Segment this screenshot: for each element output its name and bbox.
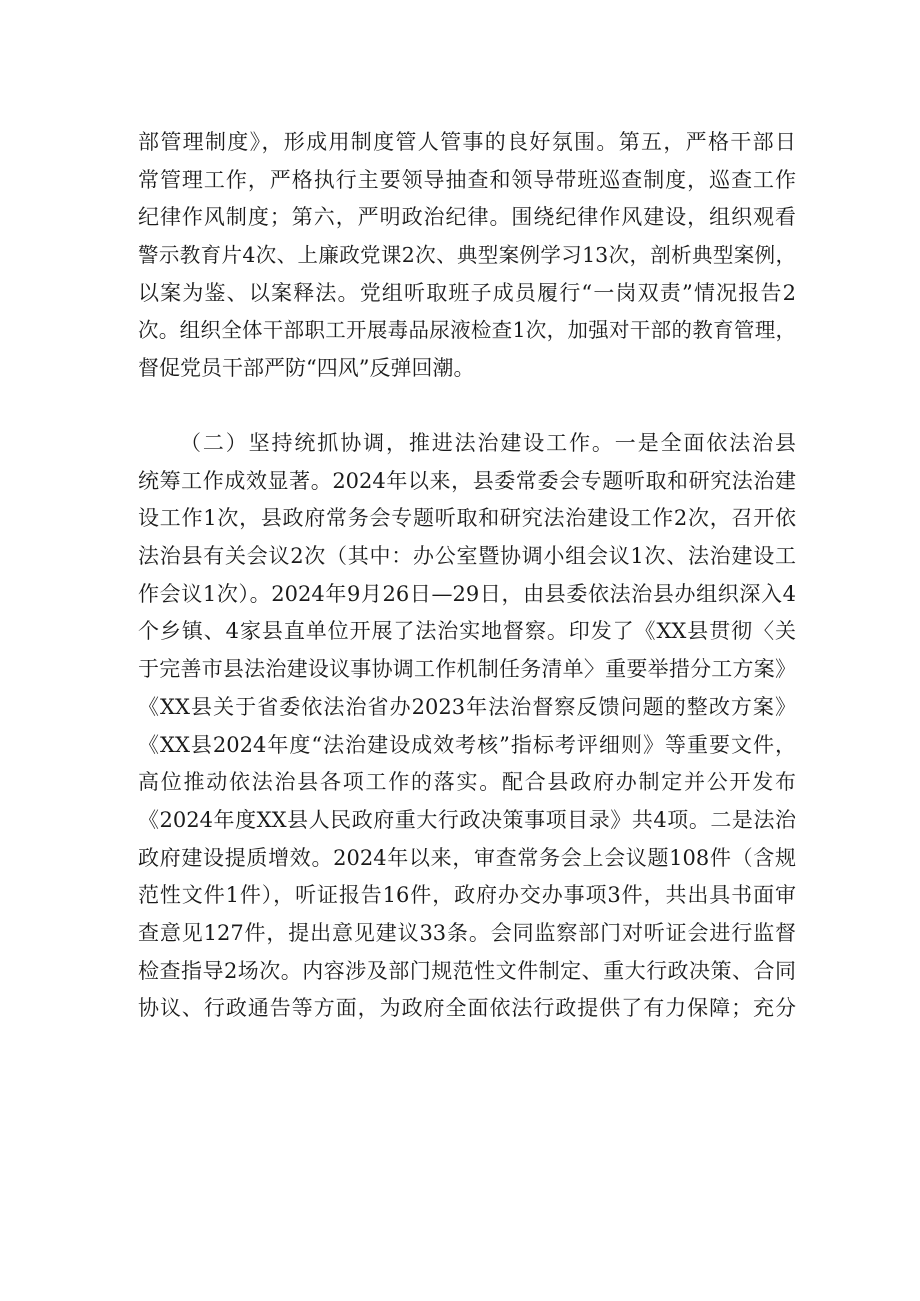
text-line: 《XX县2024年度“法治建设成效考核”指标考评细则》等重要文件， bbox=[138, 732, 796, 757]
text-line: 警示教育片4次、上廉政党课2次、典型案例学习13次，剖析典型案例， bbox=[138, 243, 796, 268]
text-line: 部管理制度》，形成用制度管人管事的良好氛围。第五，严格干部日 bbox=[138, 130, 796, 154]
text-line: 统筹工作成效显著。2024年以来，县委常委会专题听取和研究法治建 bbox=[138, 468, 796, 493]
paragraph-rule-of-law bbox=[138, 425, 796, 1028]
text-line: 协议、行政通告等方面，为政府全面依法行政提供了有力保障；充分 bbox=[138, 996, 796, 1021]
text-line: 以案为鉴、以案释法。党组听取班子成员履行“一岗双责”情况报告2 bbox=[138, 280, 796, 305]
text-line: 《2024年度XX县人民政府重大行政决策事项目录》共4项。二是法治 bbox=[138, 807, 796, 832]
text-line: 纪律作风制度；第六，严明政治纪律。围绕纪律作风建设，组织观看 bbox=[138, 205, 796, 230]
text-line: 范性文件1件），听证报告16件，政府办交办事项3件，共出具书面审 bbox=[138, 883, 796, 908]
text-line: 高位推动依法治县各项工作的落实。配合县政府办制定并公开发布 bbox=[138, 770, 796, 795]
text-line: 政府建设提质增效。2024年以来，审查常务会上会议题108件（含规 bbox=[138, 845, 796, 870]
text-line: 个乡镇、4家县直单位开展了法治实地督察。印发了《XX县贯彻〈关 bbox=[138, 619, 796, 644]
text-line: 次。组织全体干部职工开展毒品尿液检查1次，加强对干部的教育管理， bbox=[138, 318, 796, 343]
paragraph-discipline bbox=[138, 124, 796, 388]
text-line: 设工作1次，县政府常务会专题听取和研究法治建设工作2次，召开依 bbox=[138, 506, 796, 531]
text-line: 法治县有关会议2次（其中：办公室暨协调小组会议1次、法治建设工 bbox=[138, 544, 796, 569]
text-line: 督促党员干部严防“四风”反弹回潮。 bbox=[138, 356, 475, 381]
text-line: 于完善市县法治建设议事协调工作机制任务清单〉重要举措分工方案》 bbox=[138, 657, 796, 682]
text-line: 查意见127件，提出意见建议33条。会同监察部门对听证会进行监督 bbox=[138, 920, 796, 945]
section-heading-line: （二）坚持统抓协调，推进法治建设工作。一是全面依法治县 bbox=[180, 431, 796, 455]
text-line: 《XX县关于省委依法治省办2023年法治督察反馈问题的整改方案》 bbox=[138, 694, 796, 719]
text-line: 检查指导2场次。内容涉及部门规范性文件制定、重大行政决策、合同 bbox=[138, 958, 796, 983]
text-line: 常管理工作，严格执行主要领导抽查和领导带班巡查制度，巡查工作 bbox=[138, 167, 796, 192]
text-line: 作会议1次）。2024年9月26日—29日，由县委依法治县办组织深入4 bbox=[138, 581, 796, 606]
